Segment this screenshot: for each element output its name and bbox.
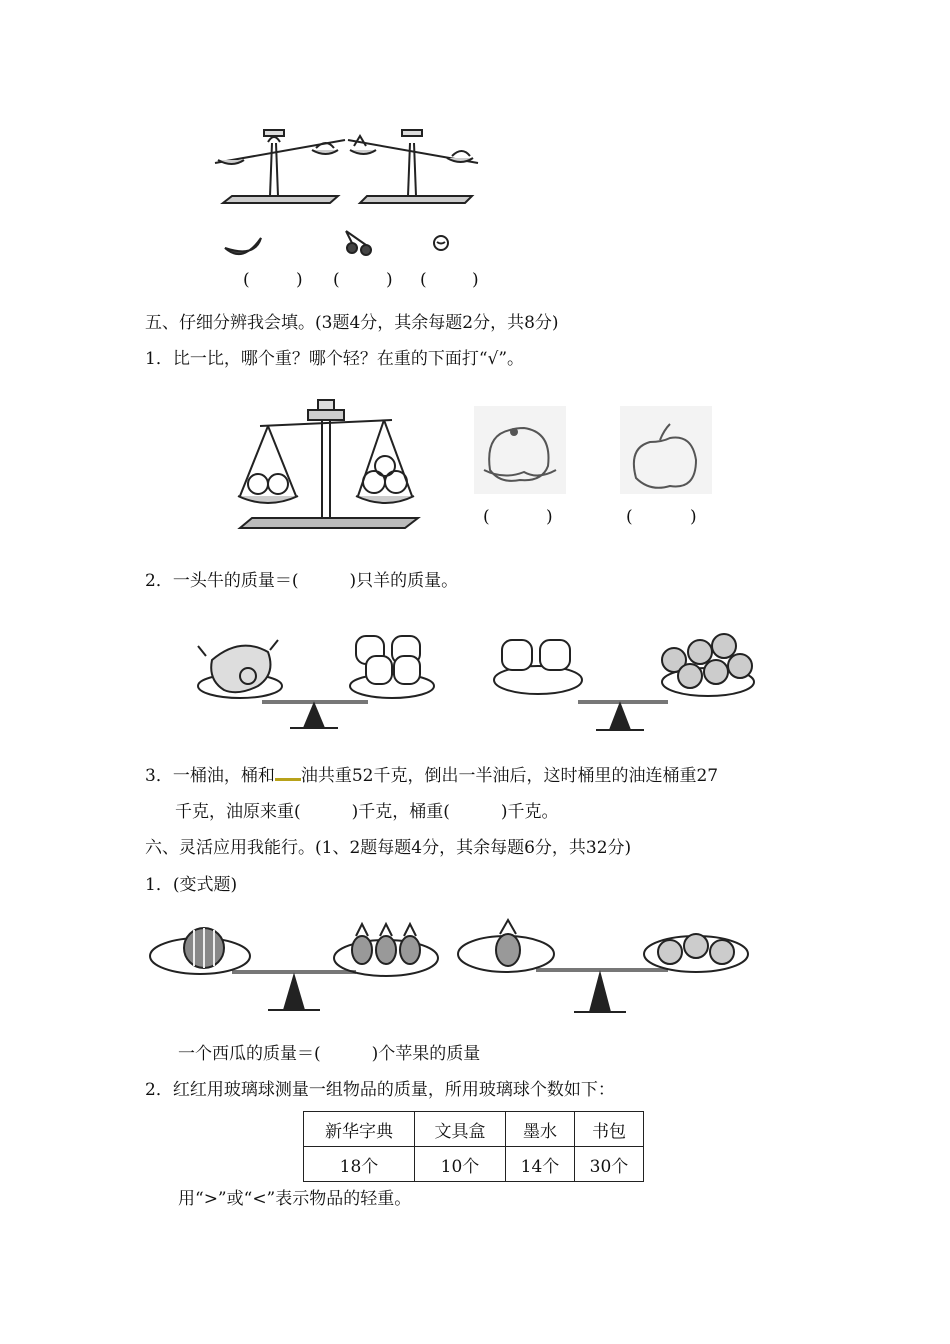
section-6-heading: 六、灵活应用我能行。(1、2题每题4分，其余每题6分，共32分)	[145, 838, 632, 858]
sec5-question-1: 1．比一比，哪个重？哪个轻？在重的下面打“√”。	[145, 349, 525, 369]
table-header-cell: 文具盒	[415, 1112, 506, 1147]
sec5-q3-part-a: 3．一桶油，桶和	[145, 766, 275, 786]
peach-paren-close: )	[546, 507, 553, 527]
sec6-question-1-answer: 一个西瓜的质量＝( )个苹果的质量	[178, 1044, 481, 1064]
top-paren-close-1: )	[296, 270, 303, 290]
sec6-question-2-instruction: 用“>”或“<”表示物品的轻重。	[178, 1189, 412, 1209]
top-paren-open-1: (	[243, 270, 250, 290]
top-paren-open-3: (	[420, 270, 427, 290]
top-paren-close-3: )	[472, 270, 479, 290]
sec6-question-2: 2．红红用玻璃球测量一组物品的质量，所用玻璃球个数如下：	[145, 1080, 615, 1100]
table-cell: 14个	[506, 1147, 575, 1182]
table-cell: 10个	[415, 1147, 506, 1182]
table-row	[304, 1147, 644, 1182]
apple-paren-open: (	[626, 507, 633, 527]
sec5-question-3-line2: 千克，油原来重( )千克，桶重( )千克。	[175, 802, 559, 822]
sec6-question-1: 1．(变式题)	[145, 875, 238, 895]
table-header-row	[304, 1112, 644, 1147]
table-header-cell: 墨水	[506, 1112, 575, 1147]
table-cell: 30个	[575, 1147, 644, 1182]
top-paren-open-2: (	[333, 270, 340, 290]
glass-ball-count-table	[303, 1111, 644, 1182]
table-header-cell: 书包	[575, 1112, 644, 1147]
apple-paren-close: )	[690, 507, 697, 527]
peach-paren-open: (	[483, 507, 490, 527]
sec5-q3-part-b: 油共重52千克，倒出一半油后，这时桶里的油连桶重27	[300, 766, 719, 786]
top-paren-close-2: )	[386, 270, 393, 290]
section-5-heading: 五、仔细分辨我会填。(3题4分，其余每题2分，共8分)	[145, 313, 559, 333]
table-header-cell: 新华字典	[304, 1112, 415, 1147]
table-cell: 18个	[304, 1147, 415, 1182]
sec5-question-2: 2．一头牛的质量＝( )只羊的质量。	[145, 571, 459, 591]
